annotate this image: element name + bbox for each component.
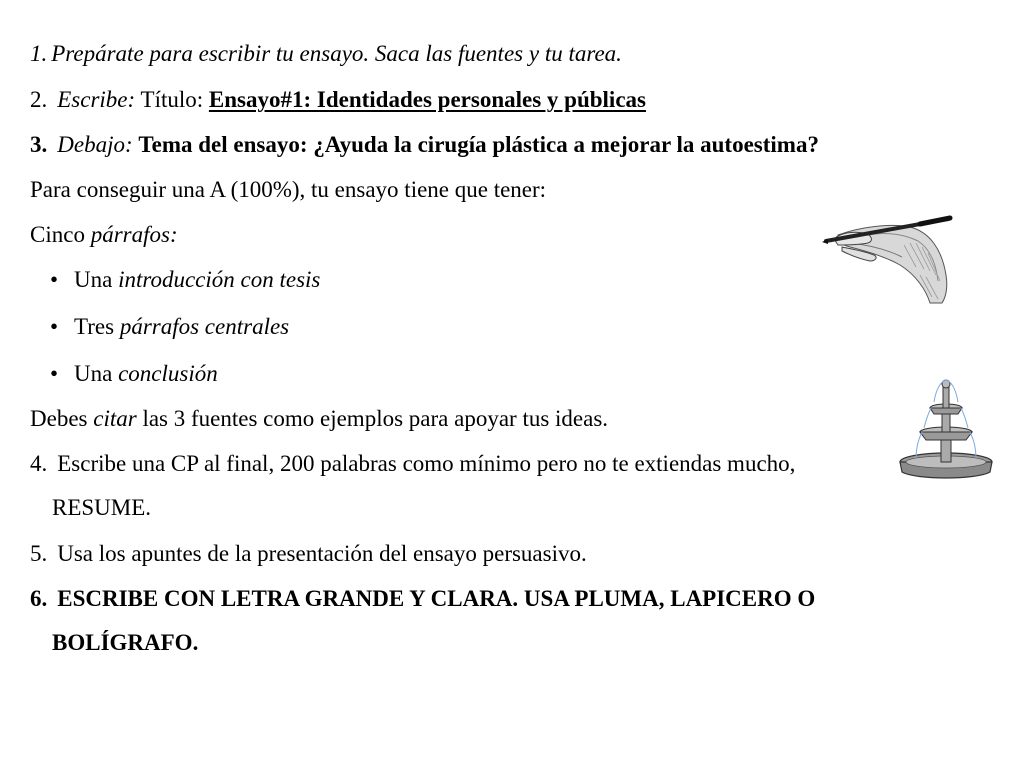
instruction-3-number: 3. xyxy=(30,132,48,157)
bullet-item-conclusion xyxy=(50,360,218,388)
bullet-prefix: Una xyxy=(74,361,113,386)
bullet-emph: conclusión xyxy=(118,361,218,386)
instruction-2-label: Escribe: xyxy=(57,87,136,112)
bullet-icon: • xyxy=(50,314,59,339)
bullet-prefix: Una xyxy=(74,267,113,292)
instruction-1 xyxy=(30,40,622,68)
instruction-3-label: Debajo: xyxy=(57,132,133,157)
fountain-icon xyxy=(896,376,996,484)
hand-writing-pen-icon xyxy=(820,205,955,305)
essay-title: Ensayo#1: Identidades personales y públicas xyxy=(208,87,646,112)
instruction-6-continuation-text: BOLÍGRAFO. xyxy=(52,630,199,655)
paragraph-count-emph: párrafos: xyxy=(90,222,178,247)
instruction-5 xyxy=(30,540,587,568)
bullet-item-body xyxy=(50,313,289,341)
citation-requirement xyxy=(30,405,608,433)
paragraph-count xyxy=(30,221,178,249)
essay-topic: Tema del ensayo: ¿Ayuda la cirugía plástica a mejorar la autoestima? xyxy=(138,132,819,157)
requirements-intro xyxy=(30,176,546,204)
instruction-3 xyxy=(30,131,819,159)
bullet-icon: • xyxy=(50,361,59,386)
instruction-6 xyxy=(30,585,815,613)
citation-suffix: las 3 fuentes como ejemplos para apoyar tus ideas. xyxy=(142,406,609,431)
instruction-4-continuation xyxy=(52,494,151,522)
instruction-5-text: Usa los apuntes de la presentación del ensayo persuasivo. xyxy=(57,541,587,566)
citation-prefix: Debes xyxy=(30,406,88,431)
instruction-1-text: Prepárate para escribir tu ensayo. Saca las fuentes y tu tarea. xyxy=(51,41,622,66)
bullet-prefix: Tres xyxy=(74,314,115,339)
instruction-4 xyxy=(30,450,795,478)
bullet-emph: párrafos centrales xyxy=(119,314,290,339)
instruction-1-number: 1. xyxy=(30,41,48,66)
bullet-icon: • xyxy=(50,267,59,292)
instruction-5-number: 5. xyxy=(30,541,48,566)
paragraph-count-prefix: Cinco xyxy=(30,222,85,247)
instruction-4-continuation-text: RESUME. xyxy=(52,495,152,520)
instruction-4-text: Escribe una CP al final, 200 palabras como mínimo pero no te extiendas mucho, xyxy=(57,451,796,476)
instruction-6-text: ESCRIBE CON LETRA GRANDE Y CLARA. USA PLUMA, LAPICERO O xyxy=(57,586,816,611)
requirements-intro-text: Para conseguir una A (100%), tu ensayo tiene que tener: xyxy=(30,177,547,202)
bullet-item-intro xyxy=(50,266,320,294)
title-label: Título: xyxy=(140,87,204,112)
instruction-2-number: 2. xyxy=(30,87,48,112)
instruction-2 xyxy=(30,86,646,114)
instruction-6-number: 6. xyxy=(30,586,48,611)
bullet-emph: introducción con tesis xyxy=(118,267,321,292)
instruction-6-continuation xyxy=(52,629,198,657)
instruction-4-number: 4. xyxy=(30,451,48,476)
citation-emph: citar xyxy=(93,406,137,431)
